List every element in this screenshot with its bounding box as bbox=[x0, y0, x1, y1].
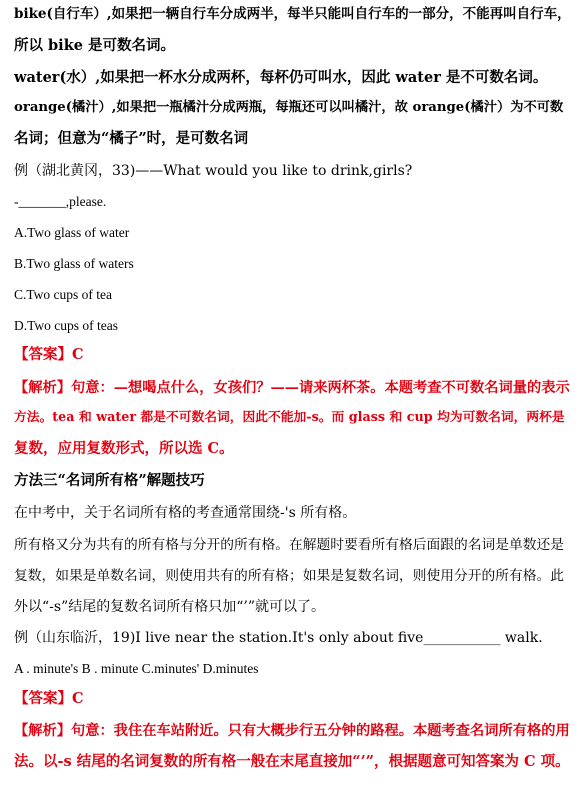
answer-label: 【答案】C bbox=[14, 346, 84, 363]
text-line: 外以“-s”结尾的复数名词所有格只加“’”就可以了。 bbox=[14, 599, 325, 615]
option-a: A.Two glass of water bbox=[14, 225, 130, 240]
text-line: orange(橘汁）,如果把一瓶橘汁分成两瓶，每瓶还可以叫橘汁，故 orange(橘汁）为不可数 bbox=[14, 100, 564, 115]
text-line: 在中考中，关于名词所有格的考查通常围绕-'s 所有格。 bbox=[14, 505, 357, 521]
answer-label: 【答案】C bbox=[14, 690, 84, 707]
options-line: A . minute's B . minute C.minutes' D.minutes bbox=[14, 661, 259, 676]
section-heading: 方法三“名词所有格”解题技巧 bbox=[14, 472, 205, 489]
text-line: water(水）,如果把一杯水分成两杯，每杯仍可叫水，因此 water 是不可数名词。 bbox=[14, 69, 548, 86]
text-line: bike(自行车）,如果把一辆自行车分成两半，每半只能叫自行车的一部分，不能再叫自行车， bbox=[14, 6, 571, 22]
option-d: D.Two cups of teas bbox=[14, 318, 119, 333]
text-line: 复数，如果是单数名词，则使用共有的所有格；如果是复数名词，则使用分开的所有格。此 bbox=[14, 568, 565, 584]
example-question: 例（山东临沂，19)I live near the station.It's only about five___________ walk. bbox=[14, 630, 543, 646]
example-question: 例（湖北黄冈，33)——What would you like to drink,girls? bbox=[14, 163, 413, 179]
option-b: B.Two glass of waters bbox=[14, 256, 134, 271]
answer-blank: -_______,please. bbox=[14, 194, 107, 209]
analysis-line: 【解析】句意：我住在车站附近。只有大概步行五分钟的路程。本题考查名词所有格的用 bbox=[14, 723, 570, 739]
analysis-line: 复数，应用复数形式，所以选 C。 bbox=[14, 440, 234, 457]
text-line: 所有格又分为共有的所有格与分开的所有格。在解题时要看所有格后面跟的名词是单数还是 bbox=[14, 537, 565, 553]
option-c: C.Two cups of tea bbox=[14, 287, 113, 302]
analysis-line: 方法。tea 和 water 都是不可数名词，因此不能加-s。而 glass 和 cup 均为可数名词，两杯是 bbox=[14, 410, 565, 425]
analysis-line: 法。以-s 结尾的名词复数的所有格一般在末尾直接加“’”，根据题意可知答案为 C 项。 bbox=[14, 753, 570, 770]
analysis-line: 【解析】句意：—想喝点什么，女孩们？——请来两杯茶。本题考查不可数名词量的表示 bbox=[14, 380, 570, 396]
text-line: 所以 bike 是可数名词。 bbox=[14, 37, 176, 54]
text-line: 名词；但意为“橘子”时，是可数名词 bbox=[14, 130, 249, 147]
